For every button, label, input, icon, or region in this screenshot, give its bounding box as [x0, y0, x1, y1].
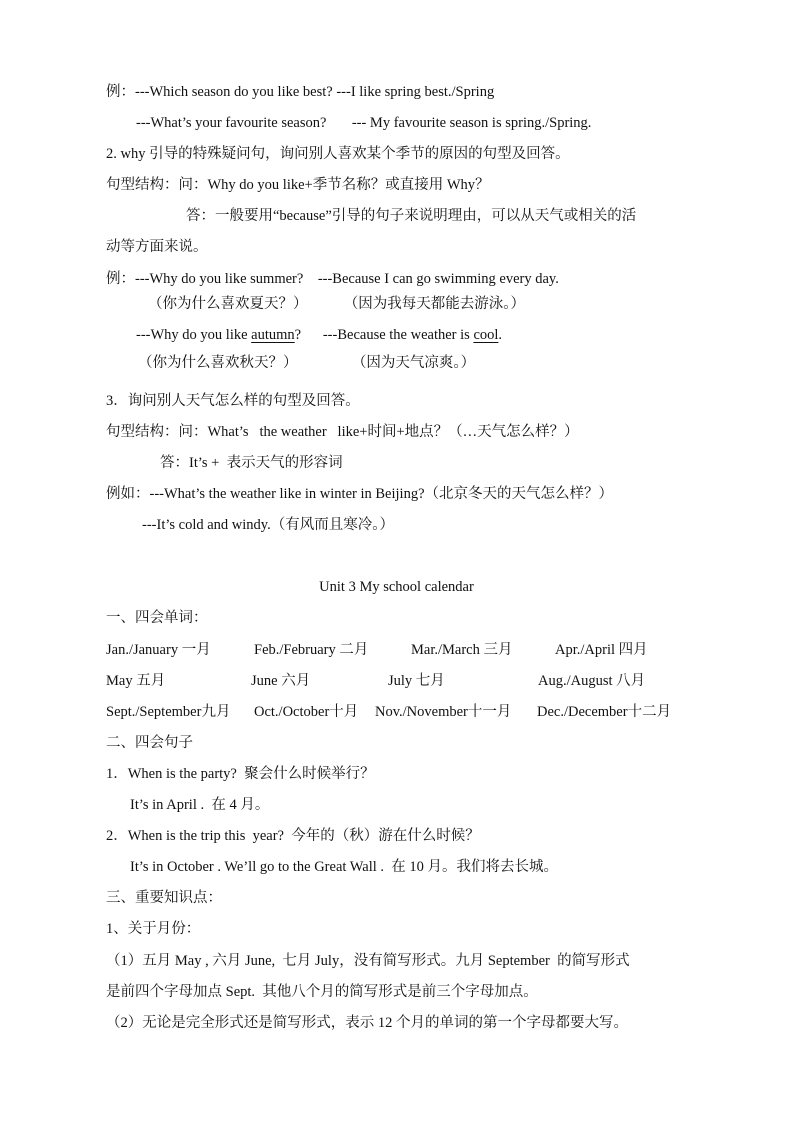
- unit-title: Unit 3 My school calendar: [319, 579, 474, 595]
- sentence-2-answer: It’s in October . We’ll go to the Great Wall . 在 10 月。我们将去长城。: [130, 859, 559, 875]
- month-oct: [254, 702, 358, 722]
- underlined-word: cool: [473, 327, 499, 343]
- month-zh: 七月: [415, 673, 445, 689]
- month-zh: 四月: [618, 642, 648, 658]
- weather-structure-question: 句型结构：问：What’s the weather like+时间+地点？（…天气怎么样？）: [106, 424, 579, 440]
- weather-structure-answer: 答：It’s + 表示天气的形容词: [160, 455, 343, 471]
- knowledge-1-point-1-cont: 是前四个字母加点 Sept. 其他八个月的简写形式是前三个字母加点。: [106, 984, 538, 1000]
- example-line-2: ---What’s your favourite season? --- My favourite season is spring./Spring.: [136, 115, 592, 131]
- month-en: July: [388, 673, 413, 689]
- knowledge-1-point-2: （2）无论是完全形式还是简写形式，表示 12 个月的单词的第一个字母都要大写。: [106, 1015, 628, 1031]
- structure-answer-cont: 动等方面来说。: [106, 239, 208, 255]
- month-en: Mar./March: [411, 642, 480, 658]
- example-summer-translation: （你为什么喜欢夏天？） （因为我每天都能去游泳。）: [148, 296, 525, 312]
- month-en: Aug./August: [538, 673, 613, 689]
- month-en: Jan./January: [106, 642, 179, 658]
- month-en: Feb./February: [254, 642, 336, 658]
- month-en: June: [251, 673, 278, 689]
- month-en: May: [106, 673, 133, 689]
- example-line-1: 例：---Which season do you like best? ---I like spring best./Spring: [106, 84, 495, 100]
- example-autumn: [136, 325, 502, 345]
- section-sentences-heading: 二、四会句子: [106, 735, 193, 751]
- sentence-1: 1．When is the party? 聚会什么时候举行？: [106, 766, 375, 782]
- month-feb: [254, 640, 368, 660]
- month-jan: [106, 640, 211, 660]
- month-en: Nov./November: [375, 704, 468, 720]
- text: .: [498, 327, 503, 343]
- point-3-heading: 3．询问别人天气怎么样的句型及回答。: [106, 393, 360, 409]
- month-aug: [538, 671, 645, 691]
- sentence-1-answer: It’s in April . 在 4 月。: [130, 797, 270, 813]
- sentence-2: 2．When is the trip this year? 今年的（秋）游在什么时候？: [106, 828, 480, 844]
- month-zh: 五月: [136, 673, 166, 689]
- month-zh: 六月: [281, 673, 311, 689]
- month-jun: [251, 671, 310, 691]
- month-en: Dec./December: [537, 704, 628, 720]
- text: ---Why do you like: [136, 327, 252, 343]
- month-zh: 一月: [181, 642, 211, 658]
- knowledge-1-heading: 1、关于月份：: [106, 921, 201, 937]
- month-zh: 三月: [483, 642, 513, 658]
- month-zh: 十二月: [627, 704, 672, 720]
- month-jul: [388, 671, 445, 691]
- weather-example-answer: ---It’s cold and windy.（有风而且寒冷。）: [142, 517, 394, 533]
- underlined-word: autumn: [251, 327, 295, 343]
- month-zh: 九月: [201, 704, 231, 720]
- point-2-heading: 2. why 引导的特殊疑问句，询问别人喜欢某个季节的原因的句型及回答。: [106, 146, 570, 162]
- month-en: Sept./September: [106, 704, 202, 720]
- section-vocabulary-heading: 一、四会单词：: [106, 610, 208, 626]
- month-zh: 八月: [616, 673, 646, 689]
- month-mar: [411, 640, 512, 660]
- example-summer: 例：---Why do you like summer? ---Because I can go swimming every day.: [106, 271, 559, 287]
- month-sep: [106, 702, 230, 722]
- month-dec: [537, 702, 671, 722]
- knowledge-1-point-1: （1）五月 May , 六月 June, 七月 July，没有简写形式。九月 September 的简写形式: [106, 953, 630, 969]
- month-may: [106, 671, 165, 691]
- section-knowledge-heading: 三、重要知识点：: [106, 890, 222, 906]
- weather-example-question: 例如：---What’s the weather like in winter in Beijing?（北京冬天的天气怎么样？）: [106, 486, 614, 502]
- example-autumn-translation: （你为什么喜欢秋天？） （因为天气凉爽。）: [138, 355, 476, 371]
- month-en: Oct./October: [254, 704, 330, 720]
- month-zh: 二月: [339, 642, 369, 658]
- month-zh: 十一月: [467, 704, 512, 720]
- structure-question: 句型结构：问：Why do you like+季节名称？或直接用 Why？: [106, 177, 490, 193]
- text: ? ---Because the weather is: [294, 327, 474, 343]
- month-apr: [555, 640, 648, 660]
- month-en: Apr./April: [555, 642, 616, 658]
- month-zh: 十月: [329, 704, 359, 720]
- month-nov: [375, 702, 511, 722]
- structure-answer: 答：一般要用“because”引导的句子来说明理由，可以从天气或相关的活: [186, 208, 637, 224]
